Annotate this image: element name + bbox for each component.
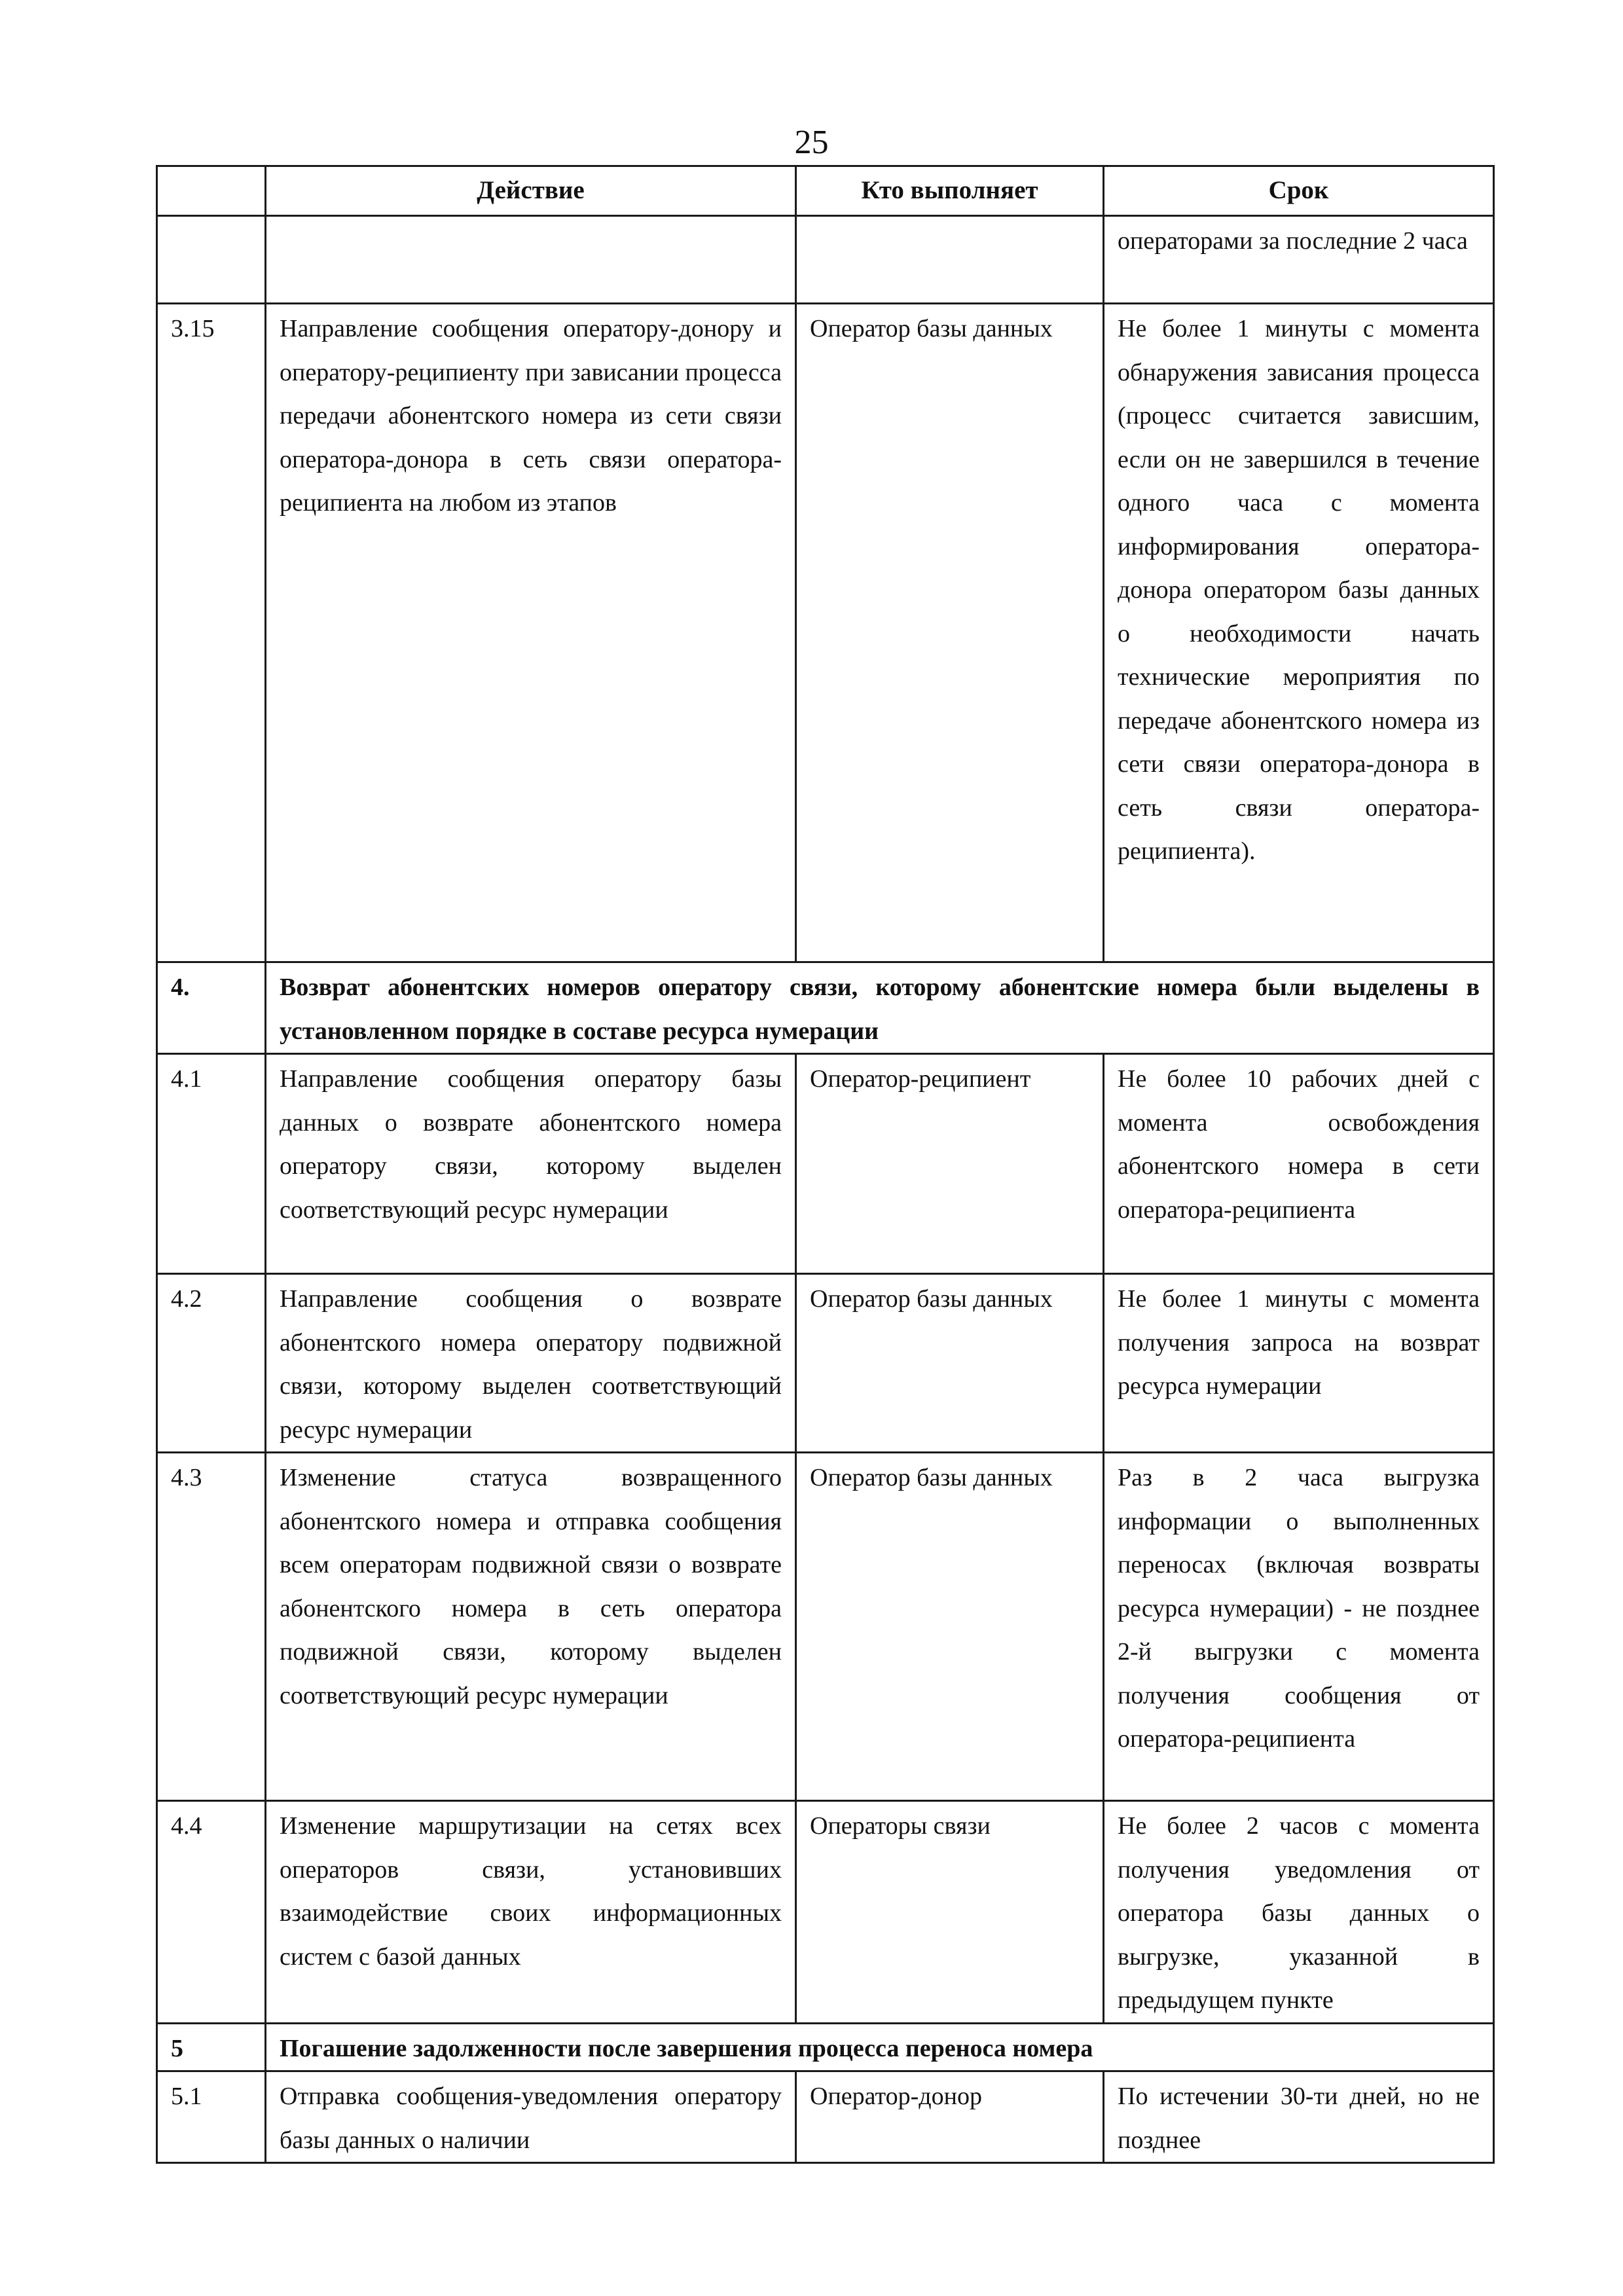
row-number: 4.2 <box>157 1274 266 1453</box>
row-term: По истечении 30-ти дней, но не позднее <box>1104 2071 1494 2163</box>
row-who: Операторы связи <box>796 1801 1104 2024</box>
row-who: Оператор-донор <box>796 2071 1104 2163</box>
row-action: Направление сообщения оператору-донору и оператору-реципиенту при зависании процесса передачи абонентского номера из сети связи оператора-донора в сеть связи оператора-реципиента на любом из этапов <box>266 304 796 962</box>
row-who <box>796 216 1104 304</box>
table-header-row <box>157 166 1494 216</box>
row-term: Не более 1 минуты с момента получения запроса на возврат ресурса нумерации <box>1104 1274 1494 1453</box>
row-number: 4.4 <box>157 1801 266 2024</box>
row-who: Оператор базы данных <box>796 1453 1104 1801</box>
section-title: Погашение задолженности после завершения процесса переноса номера <box>266 2023 1494 2071</box>
section-row <box>157 962 1494 1054</box>
section-title: Возврат абонентских номеров оператору связи, которому абонентские номера были выделены в установленном порядке в составе ресурса нумерации <box>266 962 1494 1054</box>
row-action: Направление сообщения о возврате абонентского номера оператору подвижной связи, которому выделен соответствующий ресурс нумерации <box>266 1274 796 1453</box>
row-who: Оператор базы данных <box>796 1274 1104 1453</box>
section-number: 4. <box>157 962 266 1054</box>
row-action: Направление сообщения оператору базы данных о возврате абонентского номера оператору связи, которому выделен соответствующий ресурс нумерации <box>266 1054 796 1274</box>
header-who: Кто выполняет <box>796 166 1104 216</box>
section-row <box>157 2023 1494 2071</box>
table-row <box>157 1453 1494 1801</box>
row-number: 4.3 <box>157 1453 266 1801</box>
table-row <box>157 216 1494 304</box>
table-row <box>157 304 1494 962</box>
row-term: Не более 10 рабочих дней с момента освобождения абонентского номера в сети оператора-реципиента <box>1104 1054 1494 1274</box>
header-action: Действие <box>266 166 796 216</box>
page-number: 25 <box>794 124 829 161</box>
row-number <box>157 216 266 304</box>
header-term: Срок <box>1104 166 1494 216</box>
row-action: Отправка сообщения-уведомления оператору базы данных о наличии <box>266 2071 796 2163</box>
section-number: 5 <box>157 2023 266 2071</box>
row-number: 4.1 <box>157 1054 266 1274</box>
row-who: Оператор базы данных <box>796 304 1104 962</box>
table-row <box>157 2071 1494 2163</box>
row-action: Изменение маршрутизации на сетях всех операторов связи, установивших взаимодействие своих информационных систем с базой данных <box>266 1801 796 2024</box>
row-term: Не более 1 минуты с момента обнаружения зависания процесса (процесс считается зависшим, если он не завершился в течение одного часа с момента информирования оператора-донора оператором базы данных о необходимости начать технические мероприятия по передаче абонентского номера из сети связи оператора-донора в сеть связи оператора-реципиента). <box>1104 304 1494 962</box>
row-action <box>266 216 796 304</box>
row-action: Изменение статуса возвращенного абонентского номера и отправка сообщения всем операторам подвижной связи о возврате абонентского номера в сеть оператора подвижной связи, которому выделен соответствующий ресурс нумерации <box>266 1453 796 1801</box>
table-row <box>157 1274 1494 1453</box>
row-term: Не более 2 часов с момента получения уведомления от оператора базы данных о выгрузке, указанной в предыдущем пункте <box>1104 1801 1494 2024</box>
header-num <box>157 166 266 216</box>
row-number: 5.1 <box>157 2071 266 2163</box>
row-term: операторами за последние 2 часа <box>1104 216 1494 304</box>
procedure-table <box>156 165 1495 2164</box>
row-term: Раз в 2 часа выгрузка информации о выполненных переносах (включая возвраты ресурса нумерации) - не позднее 2-й выгрузки с момента получения сообщения от оператора-реципиента <box>1104 1453 1494 1801</box>
row-who: Оператор-реципиент <box>796 1054 1104 1274</box>
row-number: 3.15 <box>157 304 266 962</box>
table-row <box>157 1054 1494 1274</box>
table-row <box>157 1801 1494 2024</box>
